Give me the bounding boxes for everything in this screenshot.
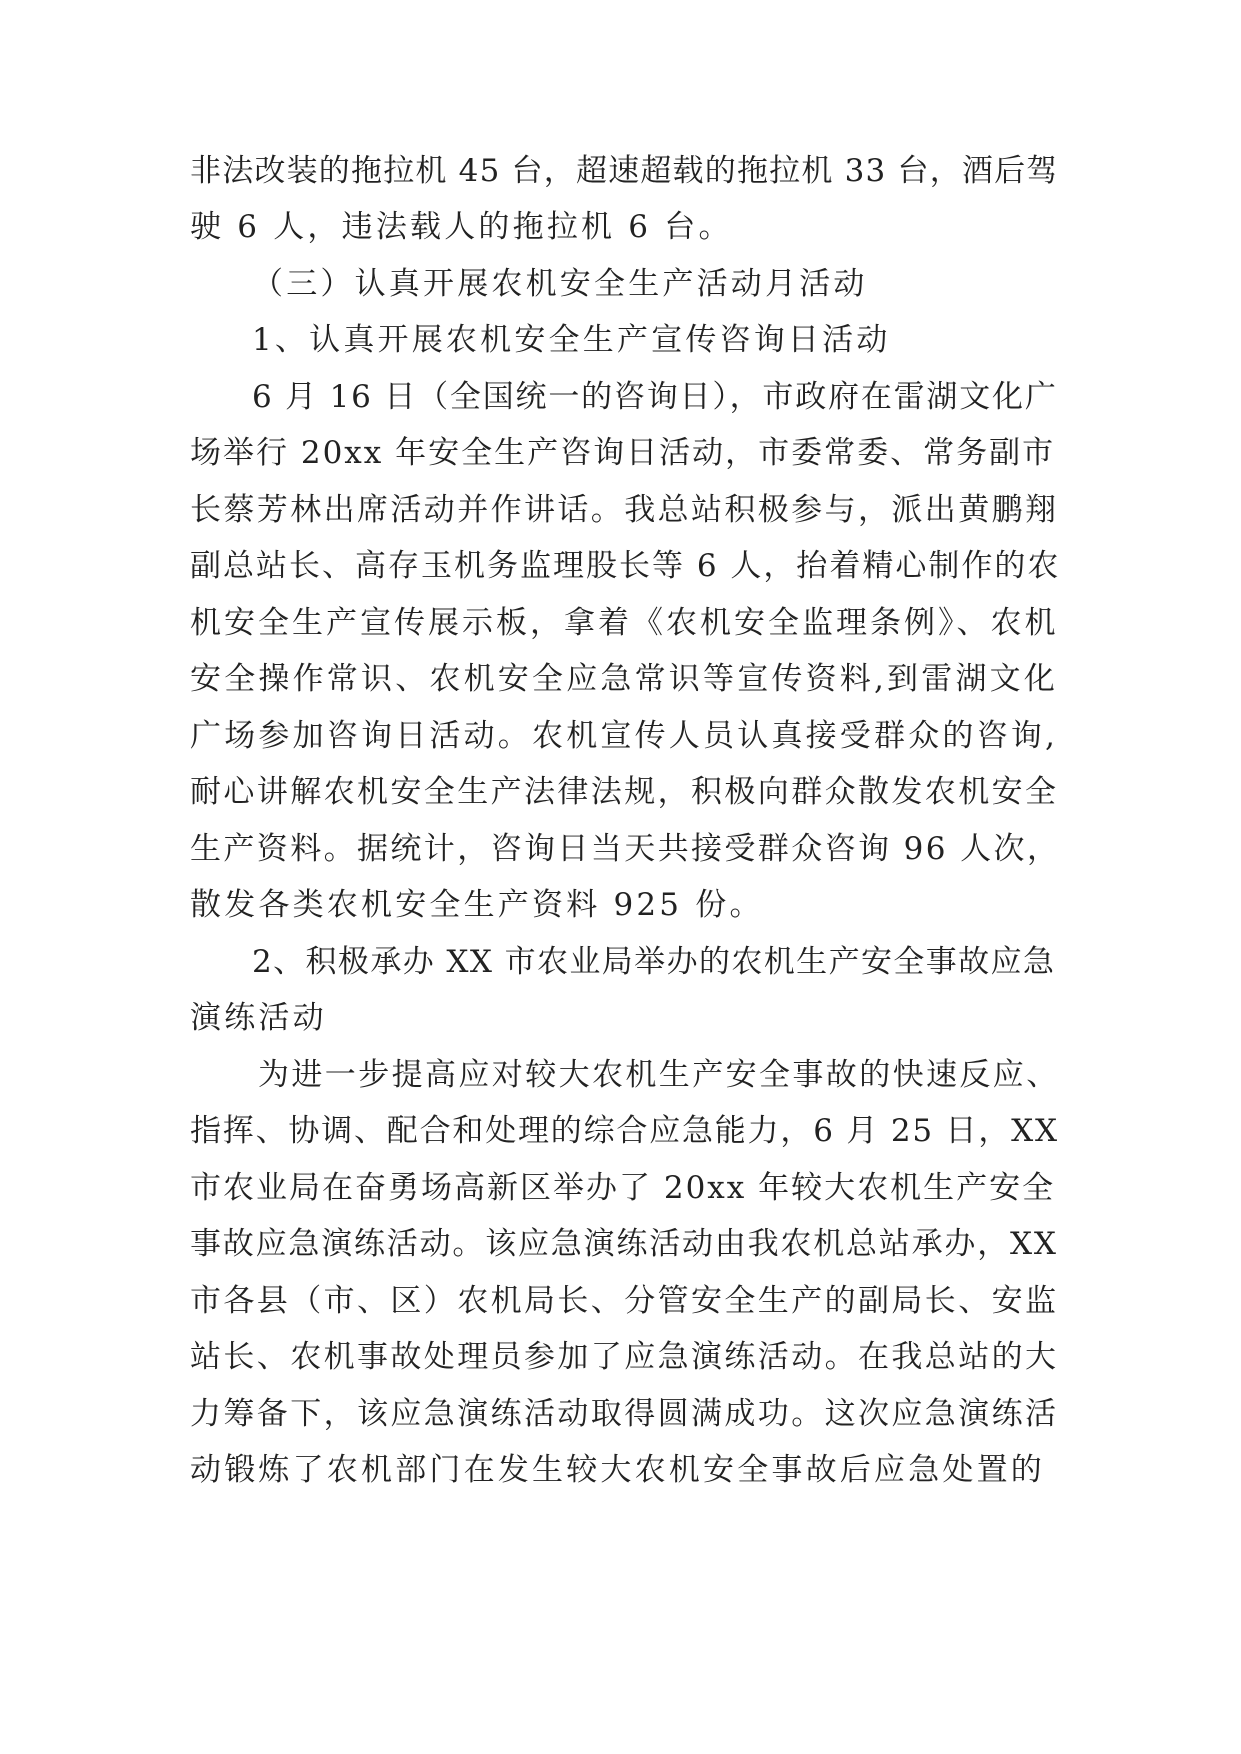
- text-line: 耐心讲解农机安全生产法律法规，积极向群众散发农机安全: [190, 774, 1059, 810]
- text-line: 市各县（市、区）农机局长、分管安全生产的副局长、安监: [190, 1283, 1059, 1319]
- section-heading: （三）认真开展农机安全生产活动月活动: [252, 266, 868, 302]
- text-line: 散发各类农机安全生产资料 925 份。: [190, 887, 764, 923]
- text-line: 站长、农机事故处理员参加了应急演练活动。在我总站的大: [190, 1339, 1059, 1375]
- text-line: 6 月 16 日（全国统一的咨询日），市政府在雷湖文化广: [252, 379, 1058, 415]
- text-line: 非法改装的拖拉机 45 台，超速超载的拖拉机 33 台，酒后驾: [190, 153, 1059, 189]
- text-line: 为进一步提高应对较大农机生产安全事故的快速反应、: [258, 1057, 1060, 1093]
- text-line: 安全操作常识、农机安全应急常识等宣传资料,到雷湖文化: [190, 661, 1059, 697]
- text-line: 事故应急演练活动。该应急演练活动由我农机总站承办，XX: [190, 1226, 1058, 1262]
- subsection-heading: 1、认真开展农机安全生产宣传咨询日活动: [252, 322, 891, 358]
- text-line: 长蔡芳林出席活动并作讲话。我总站积极参与，派出黄鹏翔: [190, 492, 1059, 528]
- text-line: 生产资料。据统计，咨询日当天共接受群众咨询 96 人次，: [190, 831, 1061, 867]
- text-line: 驶 6 人，违法载人的拖拉机 6 台。: [190, 209, 733, 245]
- text-line: 动锻炼了农机部门在发生较大农机安全事故后应急处置的: [190, 1452, 1045, 1488]
- text-line: 副总站长、高存玉机务监理股长等 6 人，抬着精心制作的农: [190, 548, 1061, 584]
- text-line: 指挥、协调、配合和处理的综合应急能力，6 月 25 日，XX: [190, 1113, 1059, 1149]
- text-line: 市农业局在奋勇场高新区举办了 20xx 年较大农机生产安全: [190, 1170, 1056, 1206]
- text-line: 场举行 20xx 年安全生产咨询日活动，市委常委、常务副市: [190, 435, 1056, 471]
- subsection-heading: 2、积极承办 XX 市农业局举办的农机生产安全事故应急: [252, 944, 1056, 980]
- text-line: 力筹备下，该应急演练活动取得圆满成功。这次应急演练活: [190, 1396, 1059, 1432]
- text-line: 广场参加咨询日活动。农机宣传人员认真接受群众的咨询,: [190, 718, 1059, 754]
- text-line: 机安全生产宣传展示板，拿着《农机安全监理条例》、农机: [190, 605, 1059, 641]
- subsection-heading-cont: 演练活动: [190, 1000, 327, 1036]
